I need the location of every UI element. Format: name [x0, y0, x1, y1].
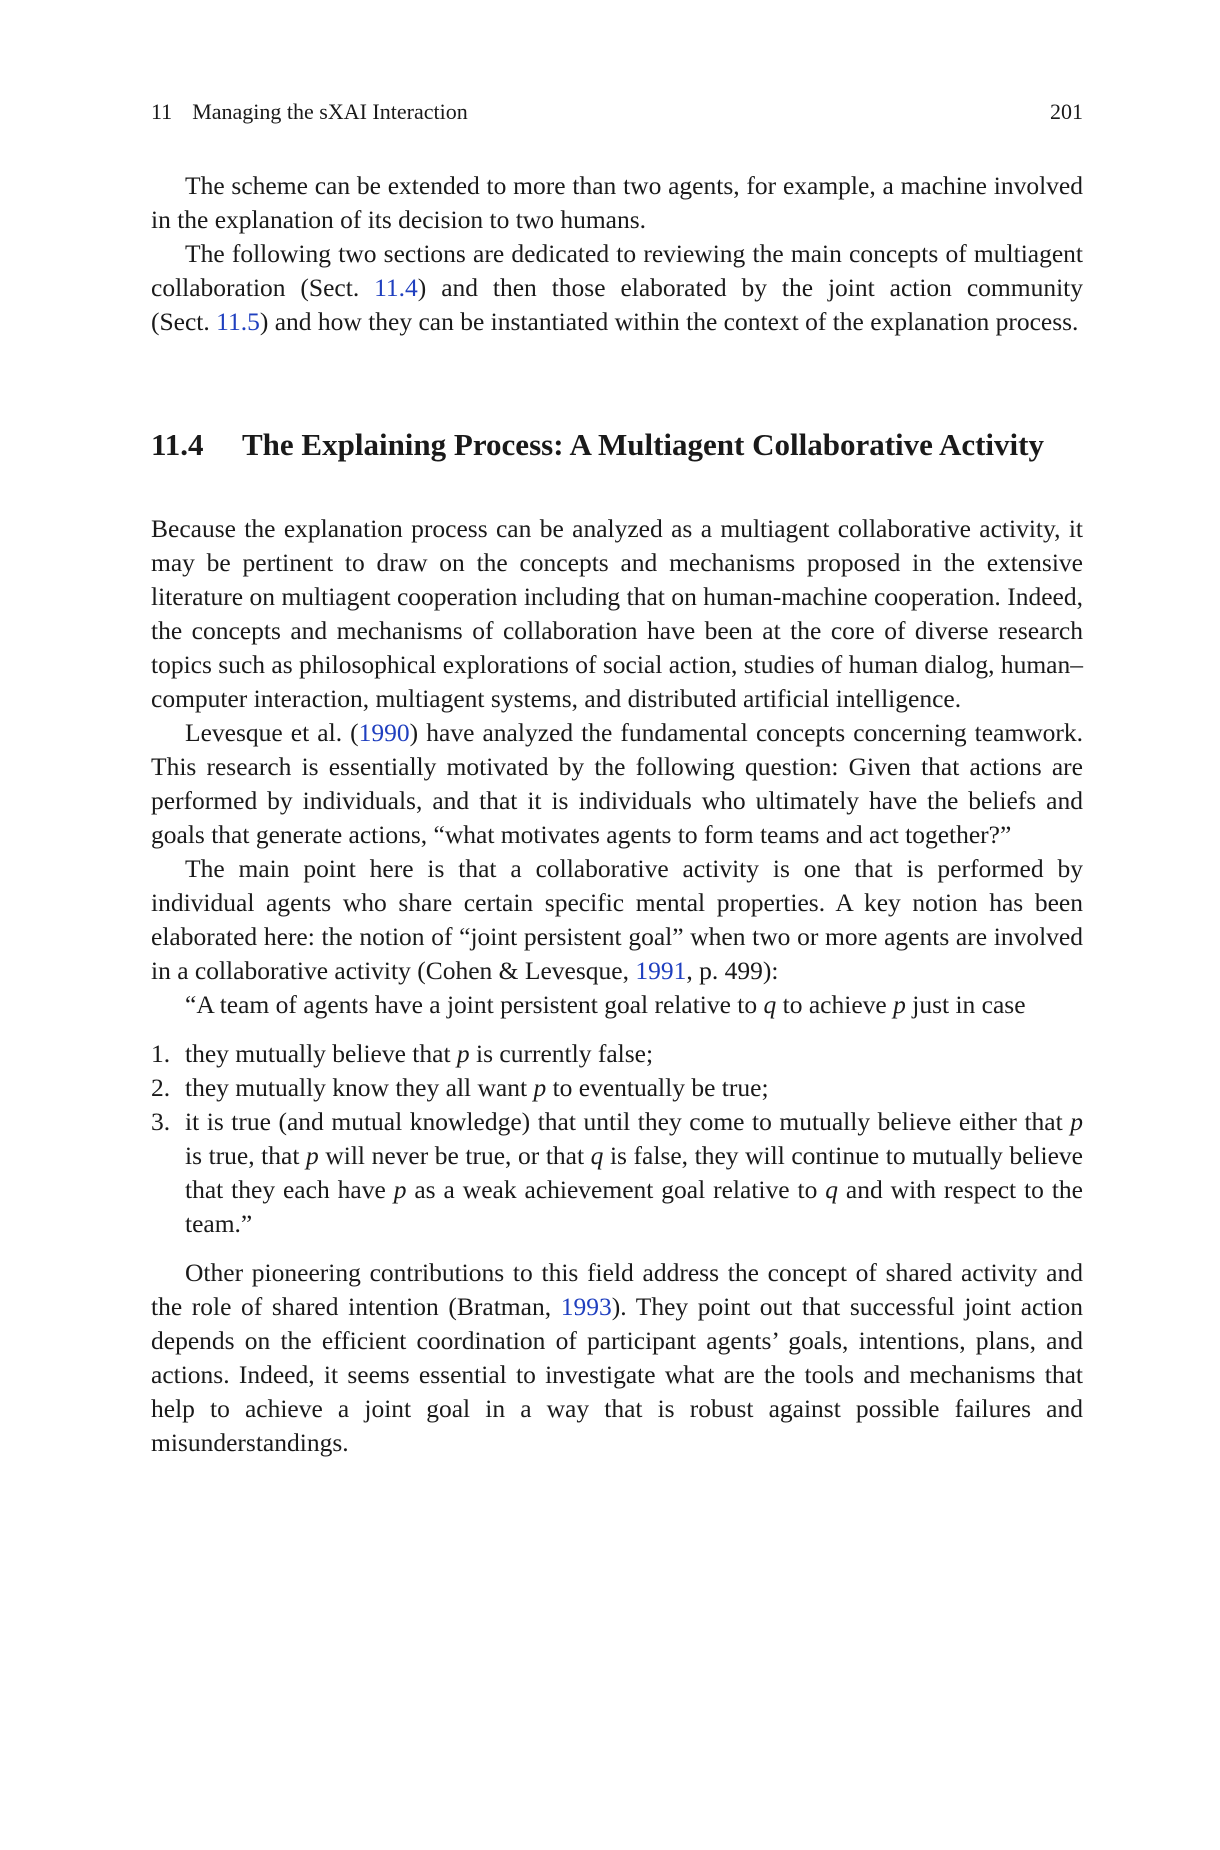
paragraph-following-sections [151, 237, 1083, 339]
paragraph-text: Other pioneering contributions to this field address the concept of shared activity and the role of shared intention (Bratman, [151, 1258, 1083, 1321]
citation-link-1990[interactable]: 1990 [358, 718, 410, 747]
section-title: The Explaining Process: A Multiagent Collaborative Activity [242, 427, 1044, 462]
list-text: they mutually know they all want [185, 1073, 534, 1102]
list-item [151, 1105, 1083, 1241]
paragraph-text: ) have analyzed the fundamental concepts concerning teamwork. This research is essentially motivated by the following question: Given that actions are performed by individuals, and that it is individuals who ultimately have the beliefs and goals that generate actions, “what motivates agents to form teams and act together?” [151, 718, 1083, 849]
section-heading [151, 425, 1083, 465]
paragraph-joint-persistent-goal [151, 852, 1083, 988]
section-link-11-5[interactable]: 11.5 [216, 307, 260, 336]
paragraph-scheme-extension [151, 169, 1083, 237]
math-variable: p [306, 1141, 319, 1170]
paragraph-text: ) and how they can be instantiated within the context of the explanation process. [259, 307, 1079, 336]
section-link-11-4[interactable]: 11.4 [374, 273, 418, 302]
math-variable: p [1070, 1107, 1083, 1136]
list-marker: 3. [151, 1107, 171, 1136]
list-text: is currently false; [469, 1039, 654, 1068]
math-variable: q [763, 990, 777, 1019]
paragraph-text: ) and then those elaborated by the joint action community (Sect. [151, 273, 1083, 336]
list-text: is false, they will continue to mutually believe that they each have [185, 1141, 1084, 1204]
list-text: as a weak achievement goal relative to [406, 1175, 826, 1204]
list-text: it is true (and mutual knowledge) that until they come to mutually believe either that [185, 1107, 1071, 1136]
list-text: they mutually believe that [185, 1039, 457, 1068]
chapter-title: Managing the sXAI Interaction [192, 99, 468, 124]
list-text: and with respect to the team.” [185, 1175, 1083, 1238]
paragraph-text: , p. 499): [686, 956, 779, 985]
list-marker: 1. [151, 1039, 171, 1068]
paragraph-text: The following two sections are dedicated to reviewing the main concepts of multiagent collaboration (Sect. [151, 239, 1083, 302]
page-number: 201 [1050, 99, 1083, 124]
list-text: is true, that [185, 1141, 306, 1170]
paragraph-text: “A team of agents have a joint persistent goal relative to [185, 990, 764, 1019]
paragraph-bratman [151, 1256, 1083, 1460]
running-head [151, 98, 1083, 126]
citation-link-1993[interactable]: 1993 [560, 1292, 612, 1321]
paragraph-text: just in case [905, 990, 1026, 1019]
list-marker: 2. [151, 1073, 171, 1102]
paragraph-text: Because the explanation process can be analyzed as a multiagent collaborative activity, it may be pertinent to draw on the concepts and mechanisms proposed in the extensive literature on multiagent cooperation including that on human-machine cooperation. Indeed, the concepts and mechanisms of collaboration have been at the core of diverse research topics such as philosophical explorations of social action, studies of human dialog, human–computer interaction, multiagent systems, and distributed artificial intelligence. [151, 514, 1083, 713]
paragraph-text: to achieve [776, 990, 894, 1019]
list-text: will never be true, or that [318, 1141, 591, 1170]
math-variable: q [590, 1141, 604, 1170]
definition-list [151, 1037, 1083, 1241]
paragraph-levesque [151, 716, 1083, 852]
page-body [151, 169, 1083, 1460]
math-variable: p [893, 990, 906, 1019]
paragraph-text: Levesque et al. ( [185, 718, 359, 747]
paragraph-text: The main point here is that a collaborative activity is one that is performed by individual agents who share certain specific mental properties. A key notion has been elaborated here: the notion of “joint persistent goal” when two or more agents are involved in a collaborative activity (Cohen & Levesque, [151, 854, 1083, 985]
paragraph-definition-quote [151, 988, 1083, 1022]
list-text: to eventually be true; [546, 1073, 769, 1102]
paragraph-text: The scheme can be extended to more than two agents, for example, a machine involved in the explanation of its decision to two humans. [151, 171, 1083, 234]
citation-link-1991[interactable]: 1991 [635, 956, 687, 985]
paragraph-text: ). They point out that successful joint action depends on the efficient coordination of participant agents’ goals, intentions, plans, and actions. Indeed, it seems essential to investigate what are the tools and mechanisms that help to achieve a joint goal in a way that is robust against possible failures and misunderstandings. [151, 1292, 1084, 1457]
section-number: 11.4 [151, 427, 204, 462]
chapter-number: 11 [151, 99, 173, 124]
list-item [151, 1071, 1083, 1105]
math-variable: p [393, 1175, 407, 1204]
math-variable: p [456, 1039, 470, 1068]
running-head-left [151, 98, 468, 126]
math-variable: q [825, 1175, 838, 1204]
paragraph-explanation-process [151, 512, 1083, 716]
math-variable: p [533, 1073, 547, 1102]
list-item [151, 1037, 1083, 1071]
